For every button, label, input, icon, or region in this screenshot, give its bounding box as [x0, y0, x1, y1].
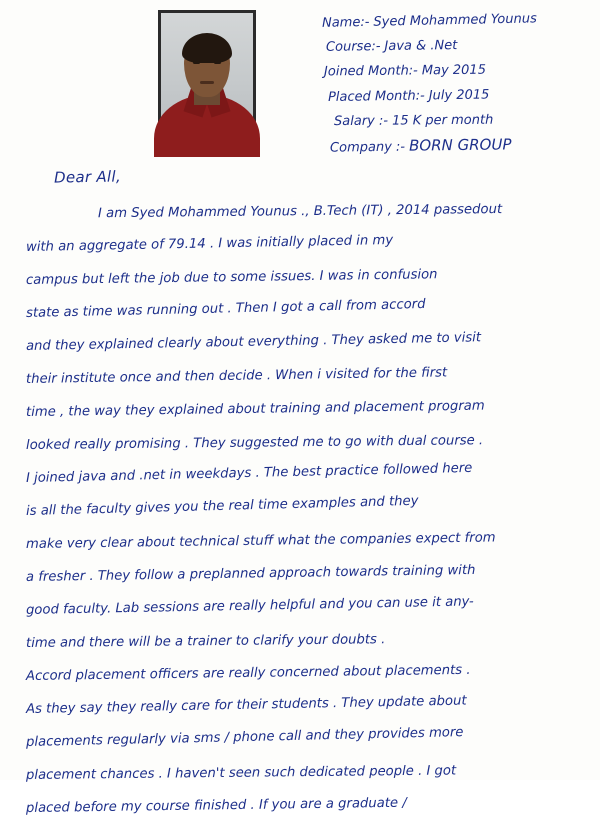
body-line: Accord placement officers are really concerned about placements . [25, 662, 471, 684]
body-line: placement chances . I haven't seen such dedicated people . I got [25, 763, 457, 783]
header-label-name: Name:- [321, 14, 370, 31]
body-line: time and there will be a trainer to clarify your doubts . [25, 632, 386, 651]
photo-mouth [200, 81, 214, 84]
photo-eye-right [214, 61, 221, 64]
body-line: placed before my course finished . If you are a graduate / [25, 795, 407, 816]
body-line: good faculty. Lab sessions are really helpful and you can use it any- [25, 594, 474, 618]
header-label-company: Company :- [329, 139, 406, 156]
body-line: I joined java and .net in weekdays . The best practice followed here [25, 460, 473, 486]
body-line: state as time was running out . Then I got a call from accord [25, 296, 426, 321]
header-label-placed-month: Placed Month:- [327, 88, 425, 106]
body-line: looked really promising . They suggested me to go with dual course . [25, 433, 484, 453]
header-value-placed-month: July 2015 [428, 87, 490, 104]
body-line: and they explained clearly about everything . They asked me to visit [25, 330, 482, 354]
header-value-course: Java & .Net [384, 38, 458, 55]
body-line: campus but left the job due to some issues. I was in confusion [25, 267, 438, 288]
body-line: As they say they really care for their students . They update about [25, 693, 467, 717]
header-value-company: BORN GROUP [408, 135, 512, 155]
body-line: I am Syed Mohammed Younus ., B.Tech (IT) , 2014 passedout [97, 202, 503, 222]
body-line: with an aggregate of 79.14 . I was initially placed in my [25, 232, 394, 255]
header-details [322, 8, 594, 159]
header-label-joined-month: Joined Month:- [323, 63, 418, 80]
header-value-salary: 15 K per month [391, 112, 494, 129]
author-photo-frame [158, 10, 256, 142]
letter-body [26, 198, 582, 825]
photo-eye-left [193, 61, 200, 64]
header-label-salary: Salary :- [333, 113, 389, 130]
body-line: time , the way they explained about training and placement program [25, 398, 485, 420]
header-row-company [322, 131, 594, 160]
header-value-name: Syed Mohammed Younus [373, 11, 537, 30]
body-line: their institute once and then decide . When i visited for the first [25, 365, 448, 387]
body-line: a fresher . They follow a preplanned approach towards training with [25, 562, 476, 585]
header-label-course: Course:- [325, 39, 381, 55]
header-row-salary [322, 107, 594, 134]
header-row-joined-month [322, 57, 594, 85]
body-line: make very clear about technical stuff what the companies expect from [25, 530, 496, 552]
header-row-placed-month [322, 81, 594, 110]
header-value-joined-month: May 2015 [421, 62, 487, 79]
salutation: Dear All, [53, 167, 122, 187]
body-line: is all the faculty gives you the real time examples and they [25, 493, 419, 519]
header-row-course [322, 31, 594, 60]
body-line: placements regularly via sms / phone call and they provides more [25, 725, 464, 750]
author-photo [161, 13, 253, 139]
